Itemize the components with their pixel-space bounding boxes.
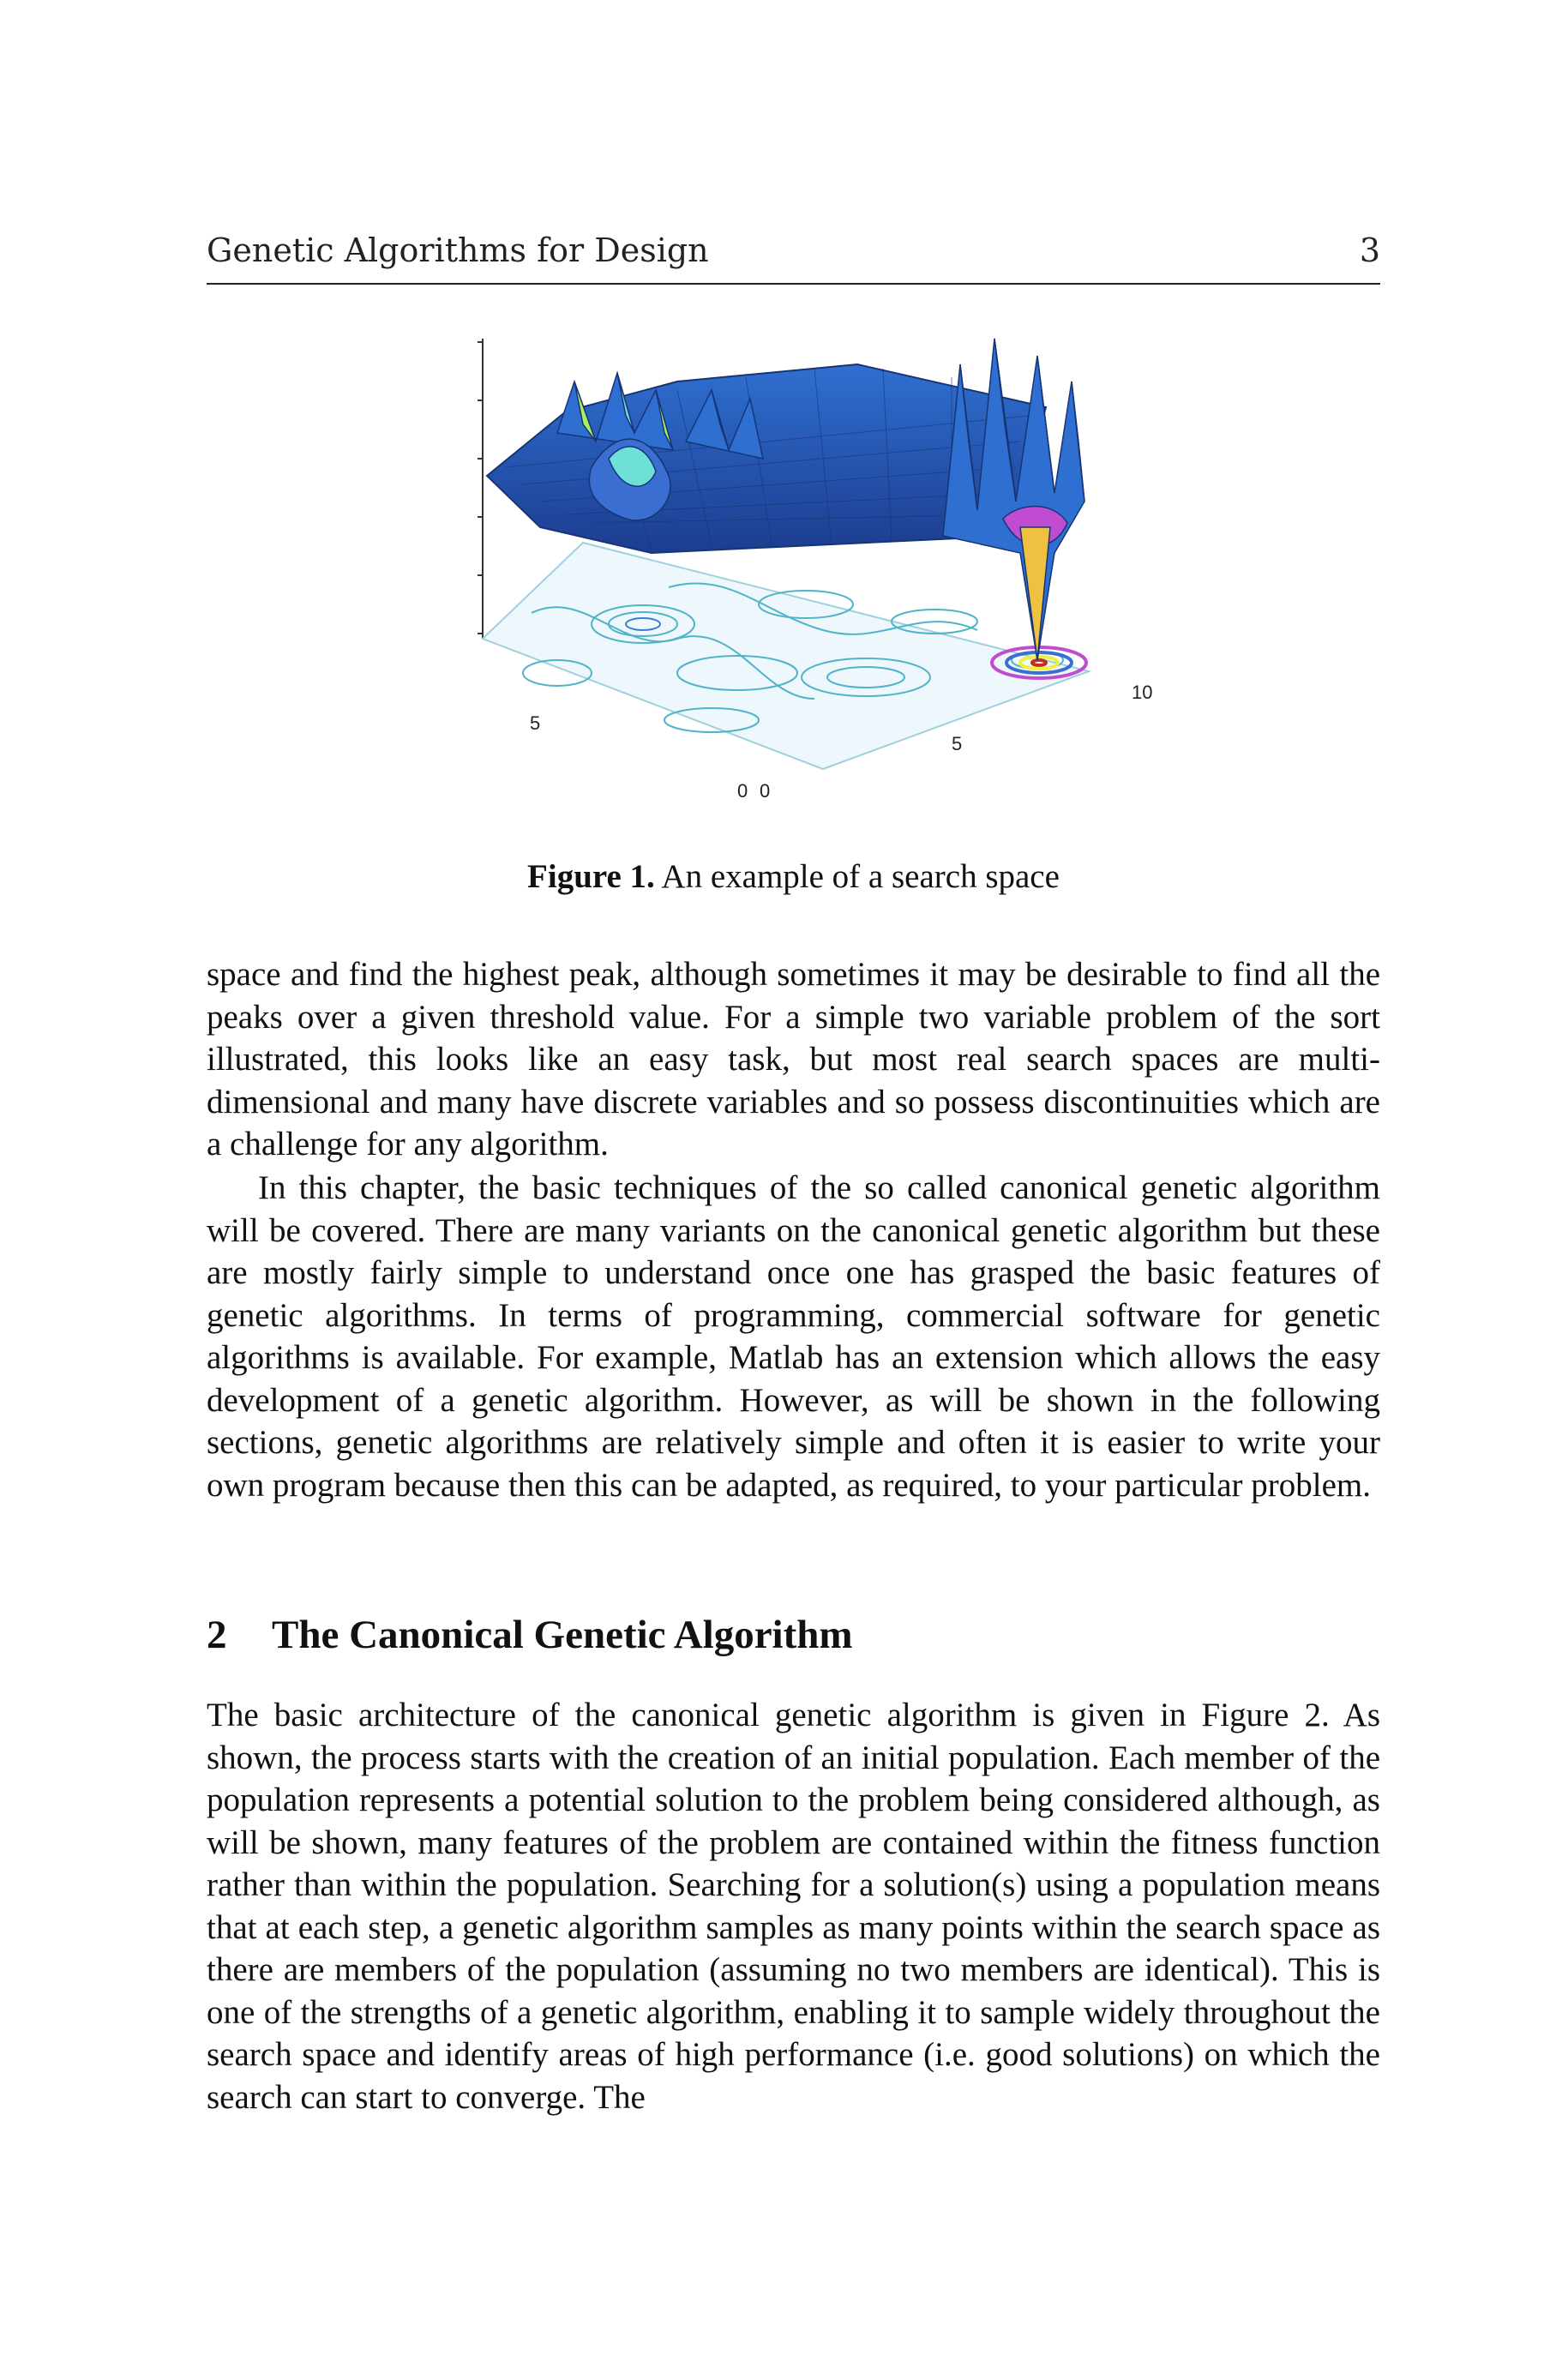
tick-right-10: 10 bbox=[1132, 682, 1153, 703]
tick-right-0: 0 bbox=[760, 780, 771, 802]
right-peak bbox=[943, 339, 1084, 660]
figure-label: Figure 1. bbox=[527, 858, 655, 895]
figure-search-space bbox=[454, 330, 1183, 827]
running-title: Genetic Algorithms for Design bbox=[207, 231, 709, 269]
search-space-plot bbox=[454, 330, 1183, 827]
running-head bbox=[207, 230, 1380, 285]
figure-caption-text: An example of a search space bbox=[654, 858, 1060, 895]
paragraph-3 bbox=[207, 1694, 1380, 2118]
paragraph-text: In this chapter, the basic techniques of the so called canonical genetic algorithm will be covered. There are many variants on the canonical genetic algorithm but these are mostly fairly simple to understand once one has grasped the basic features of genetic algorithms. In terms of programming, commercial software for genetic algorithms is available. For example, Matlab has an extension which allows the easy development of a genetic algorithm. However, as will be shown in the following sections, genetic algorithms are relatively simple and often it is easier to write your own program because then this can be adapted, as required, to your particular problem. bbox=[207, 1169, 1380, 1504]
paragraph-2 bbox=[207, 1167, 1380, 1506]
tick-left-0: 0 bbox=[737, 780, 748, 802]
tick-right-5: 5 bbox=[952, 733, 963, 754]
paragraph-text: space and find the highest peak, although sometimes it may be desirable to find all the peaks over a given threshold value. For a simple two variable problem of the sort illustrated, this looks like an easy task, but most real search spaces are multi-dimensional and many have discrete variables and so possess discontinuities which are a challenge for any algorithm. bbox=[207, 956, 1380, 1162]
page-number: 3 bbox=[1359, 231, 1380, 269]
section-title: The Canonical Genetic Algorithm bbox=[272, 1613, 853, 1657]
figure-caption bbox=[207, 857, 1380, 896]
paragraph-1 bbox=[207, 953, 1380, 1166]
section-heading bbox=[207, 1612, 1380, 1658]
tick-left-5: 5 bbox=[530, 712, 541, 734]
paragraph-text: The basic architecture of the canonical genetic algorithm is given in Figure 2. As shown, the process starts with the creation of an initial population. Each member of the population represents a potential solution to the problem being considered although, as will be shown, many features of the problem are contained within the fitness function rather than within the population. Searching for a solution(s) using a population means that at each step, a genetic algorithm samples as many points within the search space as there are members of the population (assuming no two members are identical). This is one of the strengths of a genetic algorithm, enabling it to sample widely throughout the search space and identify areas of high performance (i.e. good solutions) on which the search can start to converge. The bbox=[207, 1697, 1380, 2116]
section-number: 2 bbox=[207, 1613, 227, 1657]
